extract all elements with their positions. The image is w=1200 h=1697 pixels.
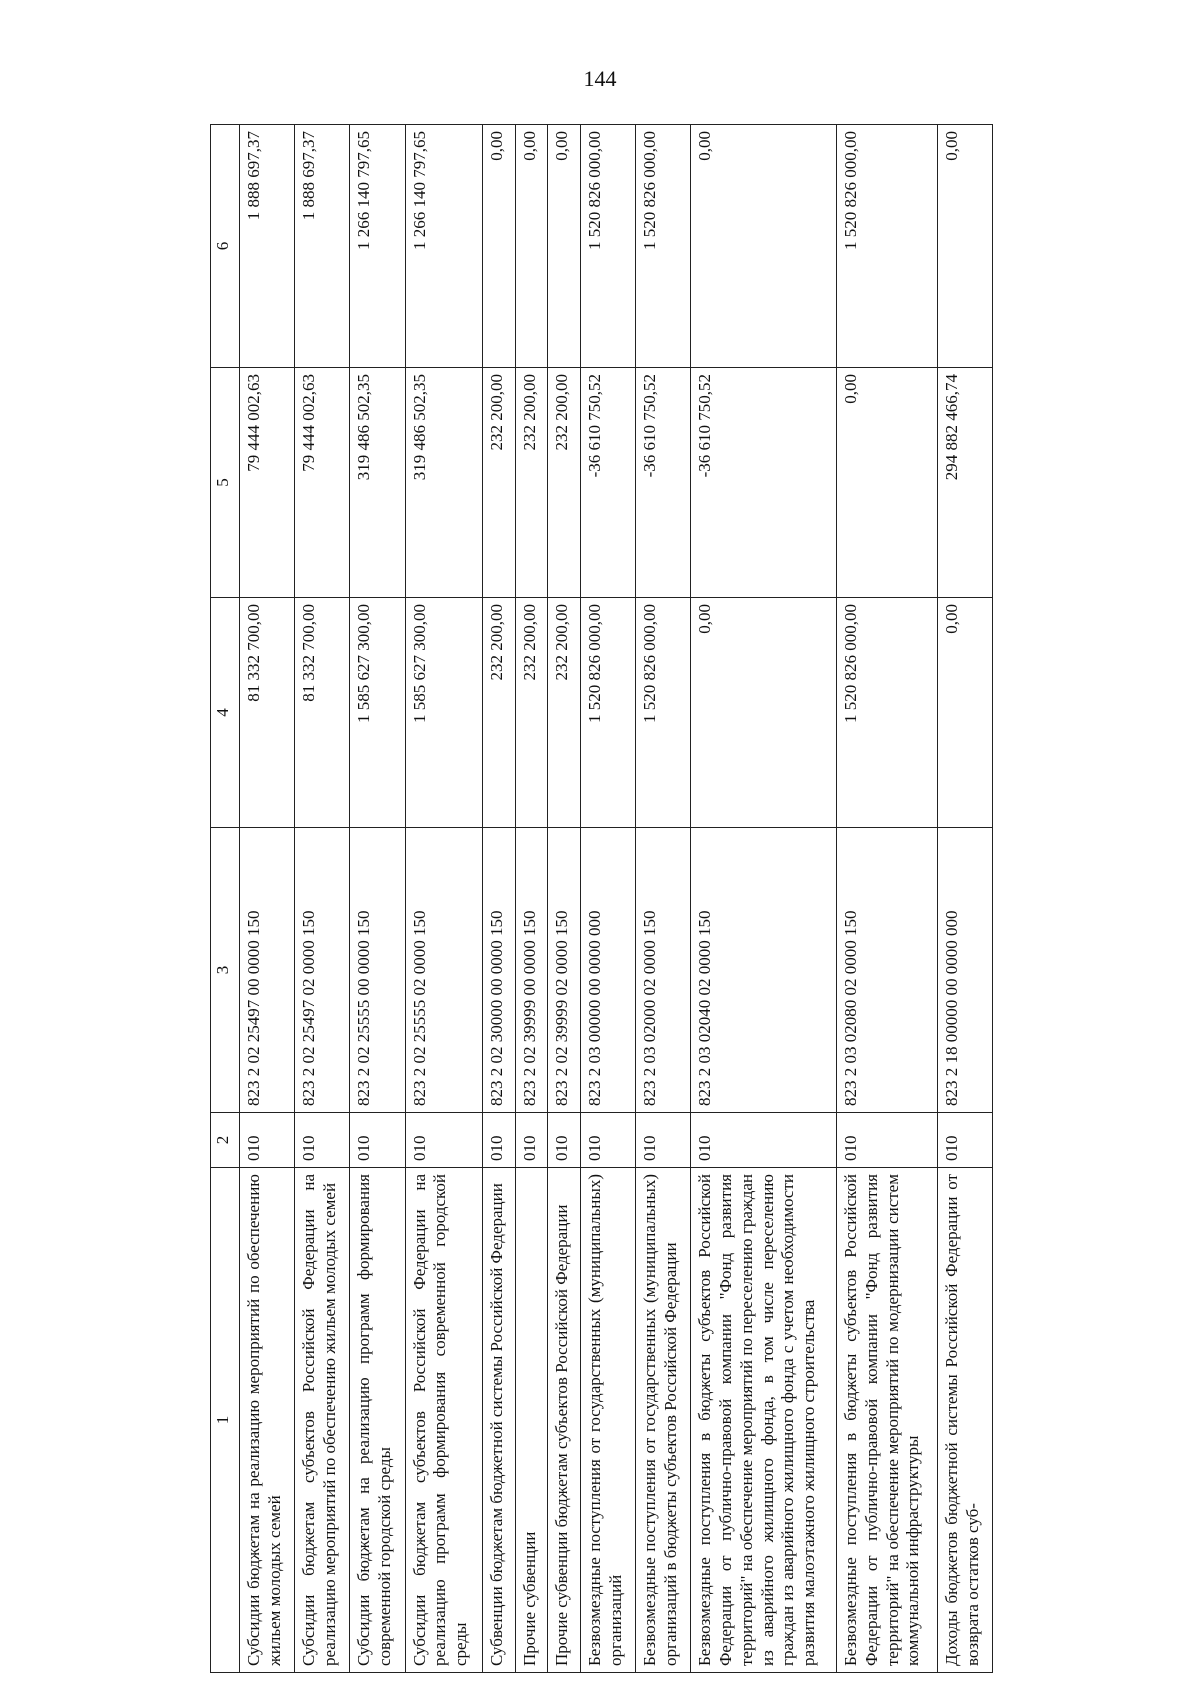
income-name-cell: Безвозмездные поступления от государственных (муниципальных) организаций в бюджеты субъектов Российской Федерации [636, 1168, 691, 1673]
table-row [350, 125, 405, 1673]
income-code-cell: 823 2 02 39999 00 0000 150 [515, 828, 548, 1113]
amount-col6-cell: 1 888 697,37 [240, 125, 295, 368]
income-code-cell: 823 2 02 25497 00 0000 150 [240, 828, 295, 1113]
admin-code-cell: 010 [240, 1113, 295, 1168]
table-row [295, 125, 350, 1673]
amount-col5-cell: 319 486 502,35 [350, 368, 405, 598]
admin-code-cell: 010 [548, 1113, 581, 1168]
income-code-cell: 823 2 02 30000 00 0000 150 [483, 828, 516, 1113]
amount-col4-cell: 1 520 826 000,00 [580, 598, 635, 828]
income-code-cell: 823 2 03 02080 02 0000 150 [837, 828, 938, 1113]
income-name-cell: Доходы бюджетов бюджетной системы Российской Федерации от возврата остатков суб- [937, 1168, 992, 1673]
income-code-cell: 823 2 18 00000 00 0000 000 [937, 828, 992, 1113]
budget-income-table [210, 124, 993, 1673]
admin-code-cell: 010 [483, 1113, 516, 1168]
amount-col5-cell: 232 200,00 [515, 368, 548, 598]
amount-col5-cell: 79 444 002,63 [295, 368, 350, 598]
income-name-cell: Субвенции бюджетам бюджетной системы Российской Федерации [483, 1168, 516, 1673]
table-row [483, 125, 516, 1673]
admin-code-cell: 010 [515, 1113, 548, 1168]
amount-col6-cell: 1 520 826 000,00 [580, 125, 635, 368]
admin-code-cell: 010 [580, 1113, 635, 1168]
amount-col6-cell: 1 266 140 797,65 [350, 125, 405, 368]
amount-col5-cell: 79 444 002,63 [240, 368, 295, 598]
income-code-cell: 823 2 02 25555 02 0000 150 [405, 828, 483, 1113]
amount-col4-cell: 1 520 826 000,00 [837, 598, 938, 828]
table-row [691, 125, 837, 1673]
amount-col5-cell: 232 200,00 [548, 368, 581, 598]
income-name-cell: Безвозмездные поступления от государственных (муниципальных) организаций [580, 1168, 635, 1673]
amount-col6-cell: 0,00 [937, 125, 992, 368]
amount-col5-cell: -36 610 750,52 [636, 368, 691, 598]
amount-col6-cell: 1 266 140 797,65 [405, 125, 483, 368]
amount-col4-cell: 1 585 627 300,00 [405, 598, 483, 828]
amount-col5-cell: -36 610 750,52 [580, 368, 635, 598]
income-name-cell: Субсидии бюджетам субъектов Российской Федерации на реализацию мероприятий по обеспечению жильем молодых семей [295, 1168, 350, 1673]
table-row [548, 125, 581, 1673]
table-header-row [211, 125, 240, 1673]
column-header: 6 [211, 125, 240, 368]
admin-code-cell: 010 [295, 1113, 350, 1168]
admin-code-cell: 010 [691, 1113, 837, 1168]
amount-col6-cell: 1 520 826 000,00 [636, 125, 691, 368]
admin-code-cell: 010 [405, 1113, 483, 1168]
admin-code-cell: 010 [350, 1113, 405, 1168]
amount-col4-cell: 232 200,00 [483, 598, 516, 828]
table-row [515, 125, 548, 1673]
amount-col4-cell: 81 332 700,00 [240, 598, 295, 828]
table-row [636, 125, 691, 1673]
amount-col6-cell: 0,00 [691, 125, 837, 368]
rotated-table-container [210, 125, 993, 1673]
income-name-cell: Субсидии бюджетам на реализацию мероприятий по обеспечению жильем молодых семей [240, 1168, 295, 1673]
amount-col4-cell: 1 585 627 300,00 [350, 598, 405, 828]
income-code-cell: 823 2 03 02040 02 0000 150 [691, 828, 837, 1113]
amount-col6-cell: 0,00 [548, 125, 581, 368]
income-name-cell: Прочие субвенции [515, 1168, 548, 1673]
table-row [405, 125, 483, 1673]
amount-col6-cell: 0,00 [515, 125, 548, 368]
income-code-cell: 823 2 03 02000 02 0000 150 [636, 828, 691, 1113]
income-code-cell: 823 2 02 25497 02 0000 150 [295, 828, 350, 1113]
income-code-cell: 823 2 02 39999 02 0000 150 [548, 828, 581, 1113]
amount-col5-cell: 0,00 [837, 368, 938, 598]
income-name-cell: Безвозмездные поступления в бюджеты субъектов Российской Федерации от публично-правовой компании "Фонд развития территорий" на обеспечение мероприятий по модернизации систем коммунальной инфраструктуры [837, 1168, 938, 1673]
column-header: 2 [211, 1113, 240, 1168]
income-name-cell: Прочие субвенции бюджетам субъектов Российской Федерации [548, 1168, 581, 1673]
amount-col4-cell: 81 332 700,00 [295, 598, 350, 828]
income-name-cell: Субсидии бюджетам субъектов Российской Федерации на реализацию программ формирования современной городской среды [405, 1168, 483, 1673]
income-code-cell: 823 2 02 25555 00 0000 150 [350, 828, 405, 1113]
income-name-cell: Безвозмездные поступления в бюджеты субъектов Российской Федерации от публично-правовой компании "Фонд развития территорий" на обеспечение мероприятий по переселению граждан из аварийного жилищного фонда, в том числе переселению граждан из аварийного жилищного фонда с учетом необходимости развития малоэтажного жилищного строительства [691, 1168, 837, 1673]
amount-col5-cell: 232 200,00 [483, 368, 516, 598]
page-number: 144 [583, 66, 617, 91]
column-header: 3 [211, 828, 240, 1113]
table-row [580, 125, 635, 1673]
column-header: 5 [211, 368, 240, 598]
column-header: 4 [211, 598, 240, 828]
income-name-cell: Субсидии бюджетам на реализацию программ формирования современной городской среды [350, 1168, 405, 1673]
amount-col6-cell: 0,00 [483, 125, 516, 368]
column-header: 1 [211, 1168, 240, 1673]
amount-col4-cell: 1 520 826 000,00 [636, 598, 691, 828]
amount-col6-cell: 1 888 697,37 [295, 125, 350, 368]
amount-col5-cell: 294 882 466,74 [937, 368, 992, 598]
table-row [240, 125, 295, 1673]
amount-col4-cell: 232 200,00 [548, 598, 581, 828]
table-row [837, 125, 938, 1673]
admin-code-cell: 010 [636, 1113, 691, 1168]
amount-col4-cell: 232 200,00 [515, 598, 548, 828]
table-row [937, 125, 992, 1673]
amount-col4-cell: 0,00 [691, 598, 837, 828]
income-code-cell: 823 2 03 00000 00 0000 000 [580, 828, 635, 1113]
amount-col5-cell: -36 610 750,52 [691, 368, 837, 598]
admin-code-cell: 010 [837, 1113, 938, 1168]
amount-col4-cell: 0,00 [937, 598, 992, 828]
amount-col5-cell: 319 486 502,35 [405, 368, 483, 598]
admin-code-cell: 010 [937, 1113, 992, 1168]
amount-col6-cell: 1 520 826 000,00 [837, 125, 938, 368]
